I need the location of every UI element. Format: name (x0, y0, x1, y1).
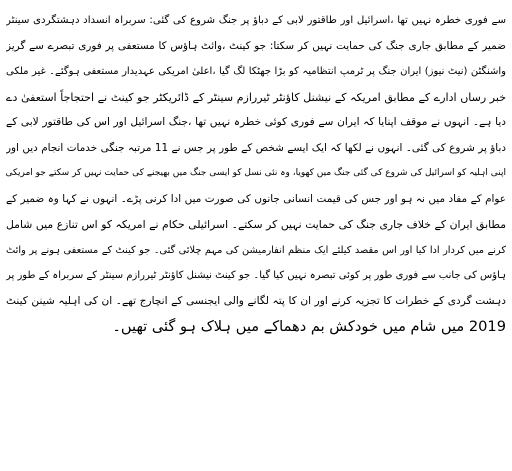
body-line-9: ہاؤس کی جانب سے فوری طور پر کوئی تبصرہ نہیں کیا گیا۔ جو کینٹ نیشنل کاؤنٹر ٹیررازم سینٹر کے سربراہ کے طور پر (6, 270, 506, 281)
body-line-1: واشنگٹن (نیٹ نیوز) ایران جنگ پر ٹرمپ انتظامیہ کو بڑا جھٹکا لگ گیا ،اعلیٰ امریکی عہدیدار مستعفی ہوگئے۔ غیر ملکی (6, 66, 506, 77)
body-line-5: اپنی اہلیہ کو اسرائیل کی شروع کی گئی جنگ میں کھویا، وہ نئی نسل کو ایسی جنگ میں بھیجنے کی حمایت نہیں کر سکتے جو امریکی (6, 168, 506, 178)
body-line-2: خبر رساں ادارے کے مطابق امریکہ کے نیشنل کاؤنٹر ٹیررازم سینٹر کے ڈائریکٹر جو کینٹ نے احتجاجاً استعفیٰ دے (6, 90, 506, 104)
body-line-6: عوام کے مفاد میں نہ ہو اور جس کی قیمت انسانی جانوں کی صورت میں ادا کرنی پڑے۔ انہوں نے کہا وہ ضمیر کے (6, 192, 506, 205)
body-line-8: کرنے میں کردار ادا کیا اور اس مقصد کیلئے ایک منظم انفارمیشن کی مہم چلائی گئی۔ جو کینٹ کے مستعفی ہونے پر وائٹ (6, 244, 506, 256)
headline-line-1: سے فوری خطرہ نہیں تھا ،اسرائیل اور طاقتور لابی کے دباؤ پر جنگ شروع کی گئی: سربراہ انسداد دہشتگردی سینٹر (6, 15, 506, 26)
body-line-10: دہشت گردی کے خطرات کا تجزیہ کرنے اور ان کا پتہ لگانے والی ایجنسی کے انچارج تھے۔ ان کی اہلیہ شینن کینٹ (6, 294, 506, 307)
body-line-11: 2019 میں شام میں خودکش بم دھماکے میں ہلاک ہو گئی تھیں۔ (112, 318, 506, 335)
body-line-3: دیا ہے۔ انہوں نے موقف اپنایا کہ ایران سے فوری کوئی خطرہ نہیں تھا ،جنگ اسرائیل اور اس کی طاقتور لابی کے (6, 116, 506, 128)
body-line-7: مطابق ایران کے خلاف جاری جنگ کی حمایت نہیں کر سکتے۔ اسرائیلی حکام نے امریکہ کو اس تنازع میں شامل (6, 218, 506, 231)
headline-line-2: ضمیر کے مطابق جاری جنگ کی حمایت نہیں کر سکتا: جو کینٹ ،وائٹ ہاؤس کا مستعفی پر فوری تبصرے سے گریز (6, 39, 506, 52)
body-line-4: دباؤ پر شروع کی گئی۔ انہوں نے لکھا کہ ایک ایسے شخص کے طور پر جس نے 11 مرتبہ جنگی خدمات انجام دیں اور (6, 141, 506, 154)
